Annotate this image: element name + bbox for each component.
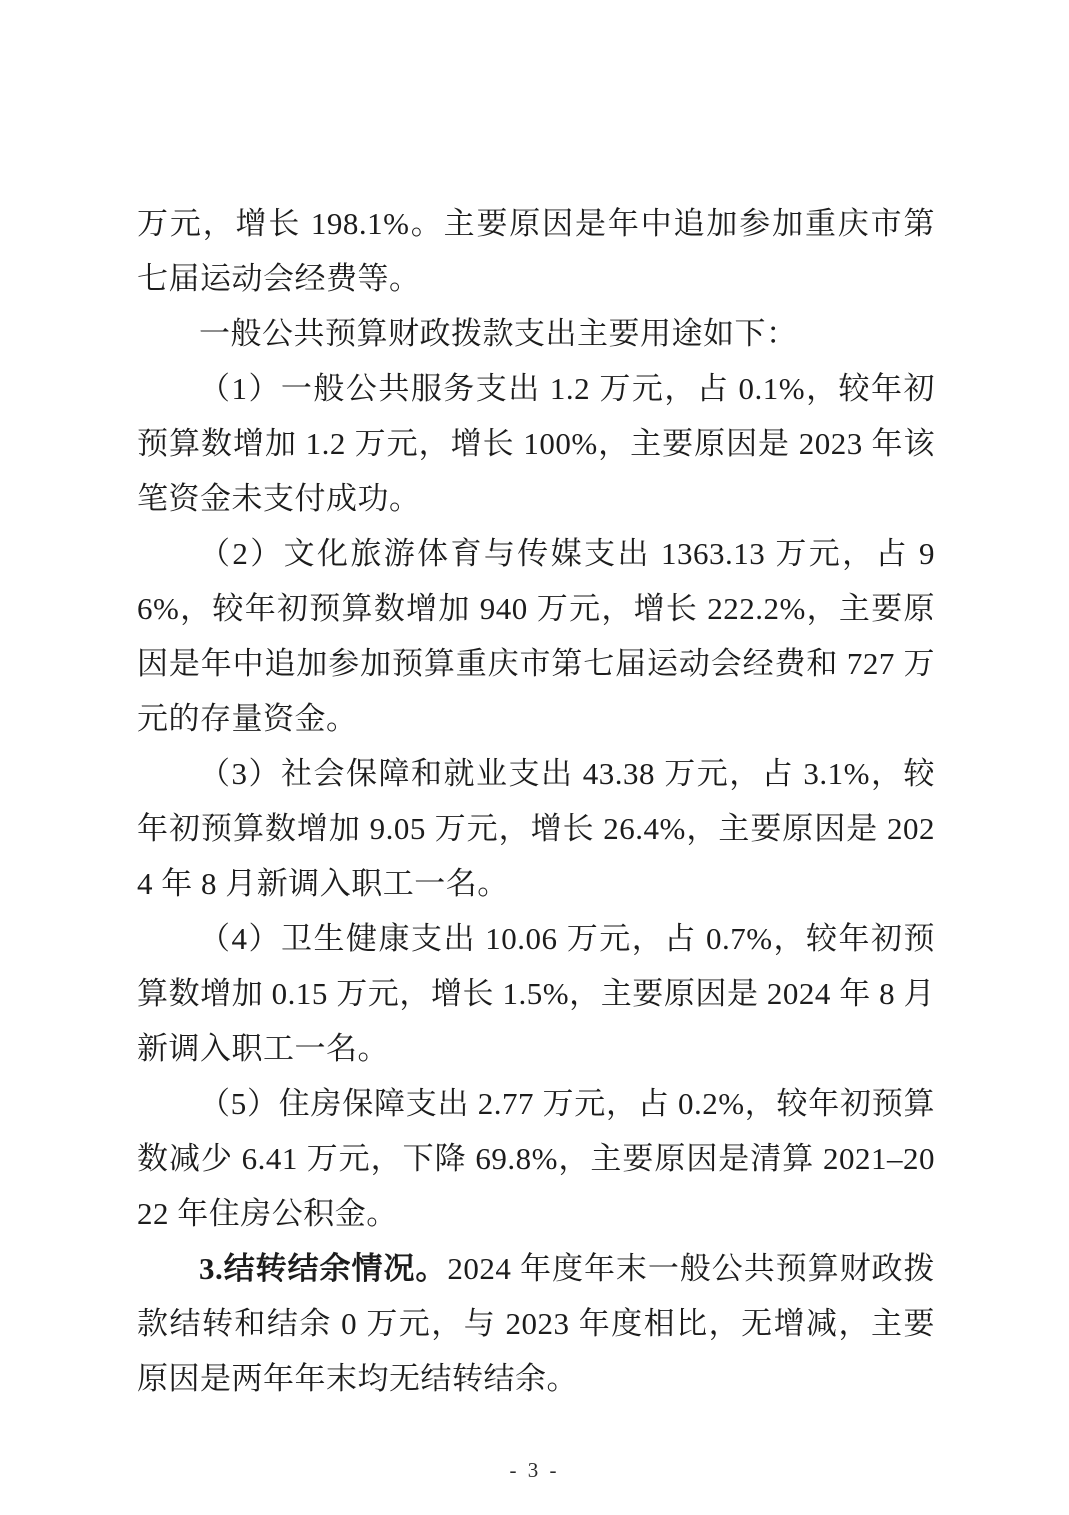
carryover-balance-text: 2024 年度年末一般公共预算财政拨款结转和结余 0 万元，与 2023 年度相比，无增减，主要原因是两年年末均无结转结余。	[137, 1251, 936, 1396]
paragraph-item-2-culture-tourism-sports-media: （2）文化旅游体育与传媒支出 1363.13 万元，占 96%，较年初预算数增加 940 万元，增长 222.2%，主要原因是年中追加参加预算重庆市第七届运动会经费和 727 万元的存量资金。	[137, 536, 935, 736]
paragraph-continuation: 万元，增长 198.1%。主要原因是年中追加参加重庆市第七届运动会经费等。	[137, 206, 935, 296]
carryover-balance-heading: 3.结转结余情况。	[199, 1251, 448, 1286]
document-body	[137, 196, 935, 1406]
paragraph-item-1-general-public-services: （1）一般公共服务支出 1.2 万元，占 0.1%，较年初预算数增加 1.2 万元，增长 100%，主要原因是 2023 年该笔资金未支付成功。	[137, 371, 935, 516]
page-number: - 3 -	[509, 1458, 560, 1482]
page-footer	[0, 1458, 1069, 1483]
paragraph-item-4-health: （4）卫生健康支出 10.06 万元，占 0.7%，较年初预算数增加 0.15 万元，增长 1.5%，主要原因是 2024 年 8 月新调入职工一名。	[137, 921, 935, 1066]
paragraph-item-5-housing-security: （5）住房保障支出 2.77 万元，占 0.2%，较年初预算数减少 6.41 万元，下降 69.8%，主要原因是清算 2021–2022 年住房公积金。	[137, 1086, 935, 1231]
paragraph-intro: 一般公共预算财政拨款支出主要用途如下：	[199, 316, 798, 351]
paragraph-carryover-balance	[137, 1241, 935, 1406]
paragraph-item-3-social-security-employment: （3）社会保障和就业支出 43.38 万元，占 3.1%，较年初预算数增加 9.05 万元，增长 26.4%，主要原因是 2024 年 8 月新调入职工一名。	[137, 756, 935, 901]
